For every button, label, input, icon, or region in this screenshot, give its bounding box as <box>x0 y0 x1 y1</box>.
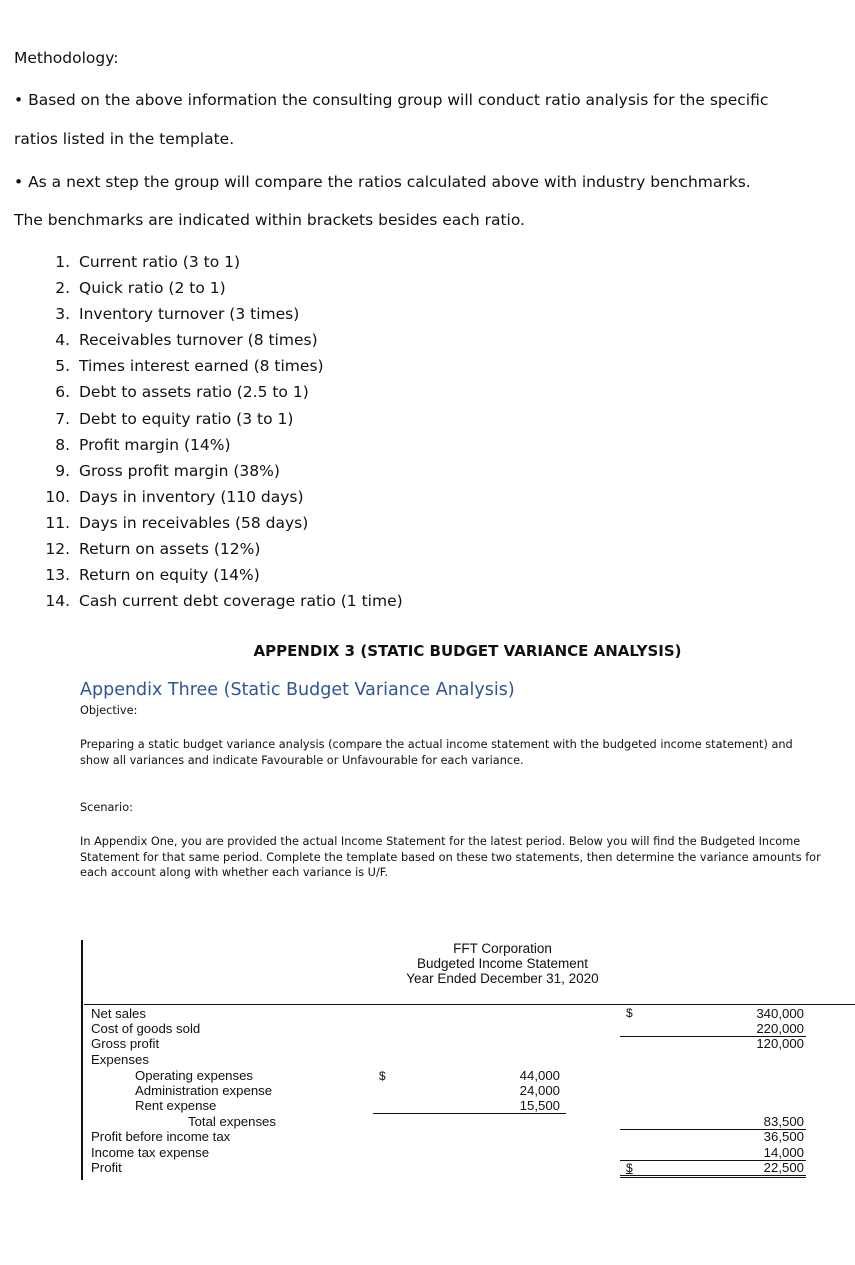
methodology-bullet-1-line-2: ratios listed in the template. <box>14 130 235 148</box>
ratio-number: 9. <box>55 461 70 480</box>
gross-profit-label: Gross profit <box>91 1036 160 1051</box>
ratio-number: 3. <box>55 305 70 324</box>
objective-text: Preparing a static budget variance analysis (compare the actual income statement with the budgeted income statement) and show all variances and indicate Favourable or Unfavourable for each variance. <box>80 738 793 767</box>
ratio-label: Days in receivables (58 days) <box>79 513 309 532</box>
expenses-subtotal-rule <box>373 1113 566 1114</box>
ratio-number: 2. <box>55 279 70 298</box>
administration-expense-label: Administration expense <box>135 1083 273 1098</box>
ratio-number: 14. <box>45 592 70 611</box>
statement-name: Budgeted Income Statement <box>416 956 589 971</box>
objective-label: Objective: <box>80 704 138 717</box>
ratio-label: Receivables turnover (8 times) <box>79 331 318 350</box>
gross-profit-value: 120,000 <box>756 1036 804 1051</box>
scenario-text: In Appendix One, you are provided the actual Income Statement for the latest period. Below you will find the Budgeted Income Statement for that same period. Complete the template based on these two statements, then determine the variance amounts for each account along with whether each variance is U/F. <box>80 835 821 879</box>
income-tax-value: 14,000 <box>763 1145 804 1160</box>
net-sales-dollar: $ <box>626 1006 633 1020</box>
statement-left-border <box>81 940 83 1180</box>
ratio-label: Current ratio (3 to 1) <box>79 253 241 271</box>
profit-value: 22,500 <box>763 1160 804 1175</box>
cogs-label: Cost of goods sold <box>91 1021 201 1036</box>
ratio-number: 13. <box>45 566 70 585</box>
methodology-bullet-2: • As a next step the group will compare the ratios calculated above with industry benchmarks. <box>14 173 751 191</box>
ratio-number: 1. <box>55 253 70 271</box>
ratio-label: Days in inventory (110 days) <box>79 487 304 506</box>
ratio-number: 5. <box>55 357 70 376</box>
profit-double-rule-top <box>620 1175 806 1176</box>
profit-before-tax-value: 36,500 <box>763 1129 804 1144</box>
administration-expense-value: 24,000 <box>519 1083 560 1098</box>
ratio-number: 7. <box>55 409 70 428</box>
methodology-heading: Methodology: <box>14 49 119 67</box>
appendix-title: Appendix Three (Static Budget Variance Analysis) <box>80 680 515 700</box>
benchmark-note: The benchmarks are indicated within brackets besides each ratio. <box>14 211 525 229</box>
profit-before-tax-label: Profit before income tax <box>91 1129 231 1144</box>
ratio-number: 6. <box>55 383 70 402</box>
rent-expense-value: 15,500 <box>519 1098 560 1113</box>
statement-header-divider <box>84 1004 855 1005</box>
rent-expense-label: Rent expense <box>135 1098 217 1113</box>
scenario-label: Scenario: <box>80 801 133 814</box>
income-tax-label: Income tax expense <box>91 1145 210 1160</box>
ratio-label: Profit margin (14%) <box>79 435 231 454</box>
ratio-label: Times interest earned (8 times) <box>79 357 324 376</box>
ratio-number: 11. <box>45 513 70 532</box>
operating-expenses-value: 44,000 <box>519 1068 560 1083</box>
ratio-label: Quick ratio (2 to 1) <box>79 279 226 298</box>
methodology-bullet-1-line-1: • Based on the above information the consulting group will conduct ratio analysis for the specific <box>14 91 769 109</box>
ratio-number: 10. <box>45 487 70 506</box>
expenses-label: Expenses <box>91 1052 149 1067</box>
net-sales-label: Net sales <box>91 1006 146 1021</box>
ratio-label: Inventory turnover (3 times) <box>79 305 300 324</box>
cogs-value: 220,000 <box>756 1021 804 1036</box>
ratio-number: 12. <box>45 540 70 559</box>
statement-company: FFT Corporation <box>453 941 552 956</box>
statement-period: Year Ended December 31, 2020 <box>406 971 599 986</box>
total-expenses-label: Total expenses <box>188 1114 276 1129</box>
appendix-heading: APPENDIX 3 (STATIC BUDGET VARIANCE ANALYSIS) <box>253 642 682 660</box>
net-sales-value: 340,000 <box>756 1006 804 1021</box>
ratio-label: Gross profit margin (38%) <box>79 461 280 480</box>
profit-label: Profit <box>91 1160 122 1175</box>
operating-dollar: $ <box>379 1069 386 1083</box>
total-expenses-value: 83,500 <box>763 1114 804 1129</box>
ratio-number: 4. <box>55 331 70 350</box>
operating-expenses-label: Operating expenses <box>135 1068 254 1083</box>
profit-dollar: $ <box>626 1161 633 1175</box>
ratio-label: Debt to equity ratio (3 to 1) <box>79 409 294 428</box>
ratio-label: Return on assets (12%) <box>79 540 261 559</box>
ratio-label: Debt to assets ratio (2.5 to 1) <box>79 383 309 402</box>
ratio-number: 8. <box>55 435 70 454</box>
profit-double-rule-bottom <box>620 1177 806 1178</box>
ratio-label: Cash current debt coverage ratio (1 time) <box>79 592 403 611</box>
ratio-label: Return on equity (14%) <box>79 566 260 585</box>
